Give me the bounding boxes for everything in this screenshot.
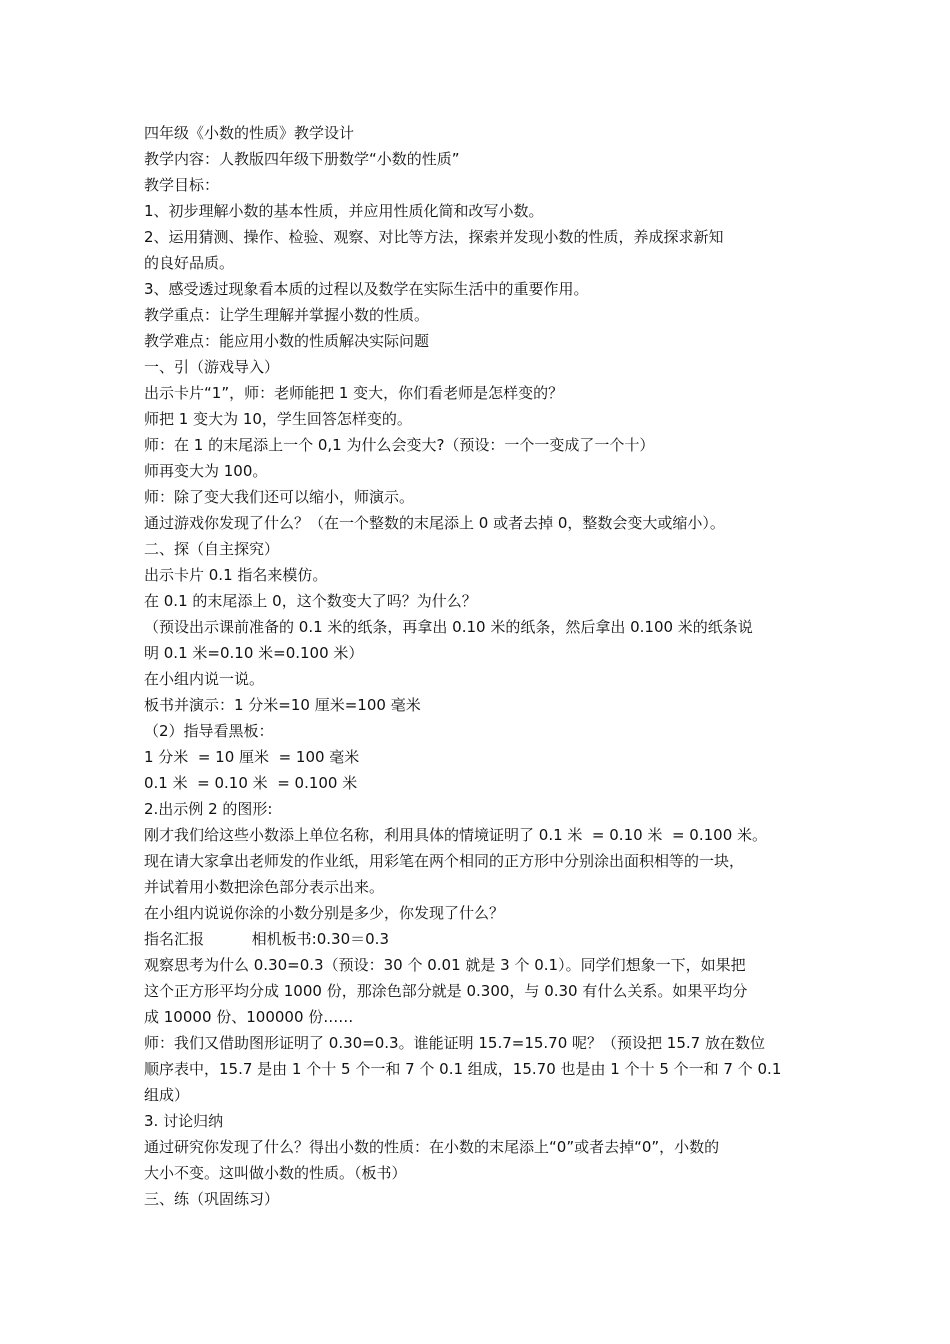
teaching-focus: 教学重点：让学生理解并掌握小数的性质。 [144,306,430,324]
text-line: 现在请大家拿出老师发的作业纸，用彩笔在两个相同的正方形中分别涂出面积相等的一块， [144,852,745,870]
text-line: 这个正方形平均分成 1000 份，那涂色部分就是 0.300，与 0.30 有什么关系。如果平均分 [144,982,748,1000]
goal-3: 3、感受透过现象看本质的过程以及数学在实际生活中的重要作用。 [144,280,589,298]
teaching-goals-heading: 教学目标： [144,176,220,194]
text-line: 师：除了变大我们还可以缩小，师演示。 [144,488,415,506]
subsection-3-heading: 3. 讨论归纳 [144,1112,224,1130]
teaching-content: 教学内容：人教版四年级下册数学“小数的性质” [144,150,460,168]
text-line: 刚才我们给这些小数添上单位名称，利用具体的情境证明了 0.1 米 = 0.10 米 = 0.100 米。 [144,826,768,844]
equation-line: 1 分米 = 10 厘米 = 100 毫米 [144,748,360,766]
document-body [144,120,814,1212]
text-line: 师：我们又借助图形证明了 0.30=0.3。谁能证明 15.7=15.70 呢？（预设把 15.7 放在数位 [144,1034,765,1052]
text-line: 成 10000 份、100000 份…… [144,1008,354,1026]
goal-2-cont: 的良好品质。 [144,254,235,272]
text-line: 指名汇报 相机板书:0.30＝0.3 [144,930,389,948]
text-line: 顺序表中，15.7 是由 1 个十 5 个一和 7 个 0.1 组成，15.70 也是由 1 个十 5 个一和 7 个 0.1 [144,1060,782,1078]
text-line: （预设出示课前准备的 0.1 米的纸条，再拿出 0.10 米的纸条，然后拿出 0.100 米的纸条说 [144,618,753,636]
text-line: 通过研究你发现了什么？得出小数的性质：在小数的末尾添上“0”或者去掉“0”，小数的 [144,1138,720,1156]
text-line: 并试着用小数把涂色部分表示出来。 [144,878,385,896]
text-line: 观察思考为什么 0.30=0.3（预设：30 个 0.01 就是 3 个 0.1）。同学们想象一下，如果把 [144,956,746,974]
text-line: 师：在 1 的末尾添上一个 0,1 为什么会变大?（预设：一个一变成了一个十） [144,436,655,454]
text-line: 2.出示例 2 的图形: [144,800,273,818]
text-line: （2）指导看黑板： [144,722,274,740]
text-line: 板书并演示：1 分米=10 厘米=100 毫米 [144,696,421,714]
text-line: 大小不变。这叫做小数的性质。（板书） [144,1164,407,1182]
text-line: 在 0.1 的末尾添上 0，这个数变大了吗？为什么？ [144,592,477,610]
text-line: 师把 1 变大为 10，学生回答怎样变的。 [144,410,412,428]
section-2-heading: 二、探（自主探究） [144,540,280,558]
text-line: 出示卡片 0.1 指名来模仿。 [144,566,328,584]
text-line: 出示卡片“1”，师：老师能把 1 变大，你们看老师是怎样变的？ [144,384,564,402]
text-line: 通过游戏你发现了什么？（在一个整数的末尾添上 0 或者去掉 0，整数会变大或缩小）。 [144,514,725,532]
text-line: 明 0.1 米=0.10 米=0.100 米） [144,644,364,662]
text-line: 组成） [144,1086,190,1104]
text-line: 在小组内说一说。 [144,670,265,688]
section-3-heading: 三、练（巩固练习） [144,1190,280,1208]
section-1-heading: 一、引（游戏导入） [144,358,280,376]
teaching-difficulty: 教学难点：能应用小数的性质解决实际问题 [144,332,430,350]
text-line: 师再变大为 100。 [144,462,268,480]
goal-2: 2、运用猜测、操作、检验、观察、对比等方法，探索并发现小数的性质，养成探求新知 [144,228,724,246]
document-title: 四年级《小数的性质》教学设计 [144,124,355,142]
equation-line: 0.1 米 = 0.10 米 = 0.100 米 [144,774,358,792]
goal-1: 1、初步理解小数的基本性质，并应用性质化简和改写小数。 [144,202,544,220]
text-line: 在小组内说说你涂的小数分别是多少，你发现了什么？ [144,904,505,922]
